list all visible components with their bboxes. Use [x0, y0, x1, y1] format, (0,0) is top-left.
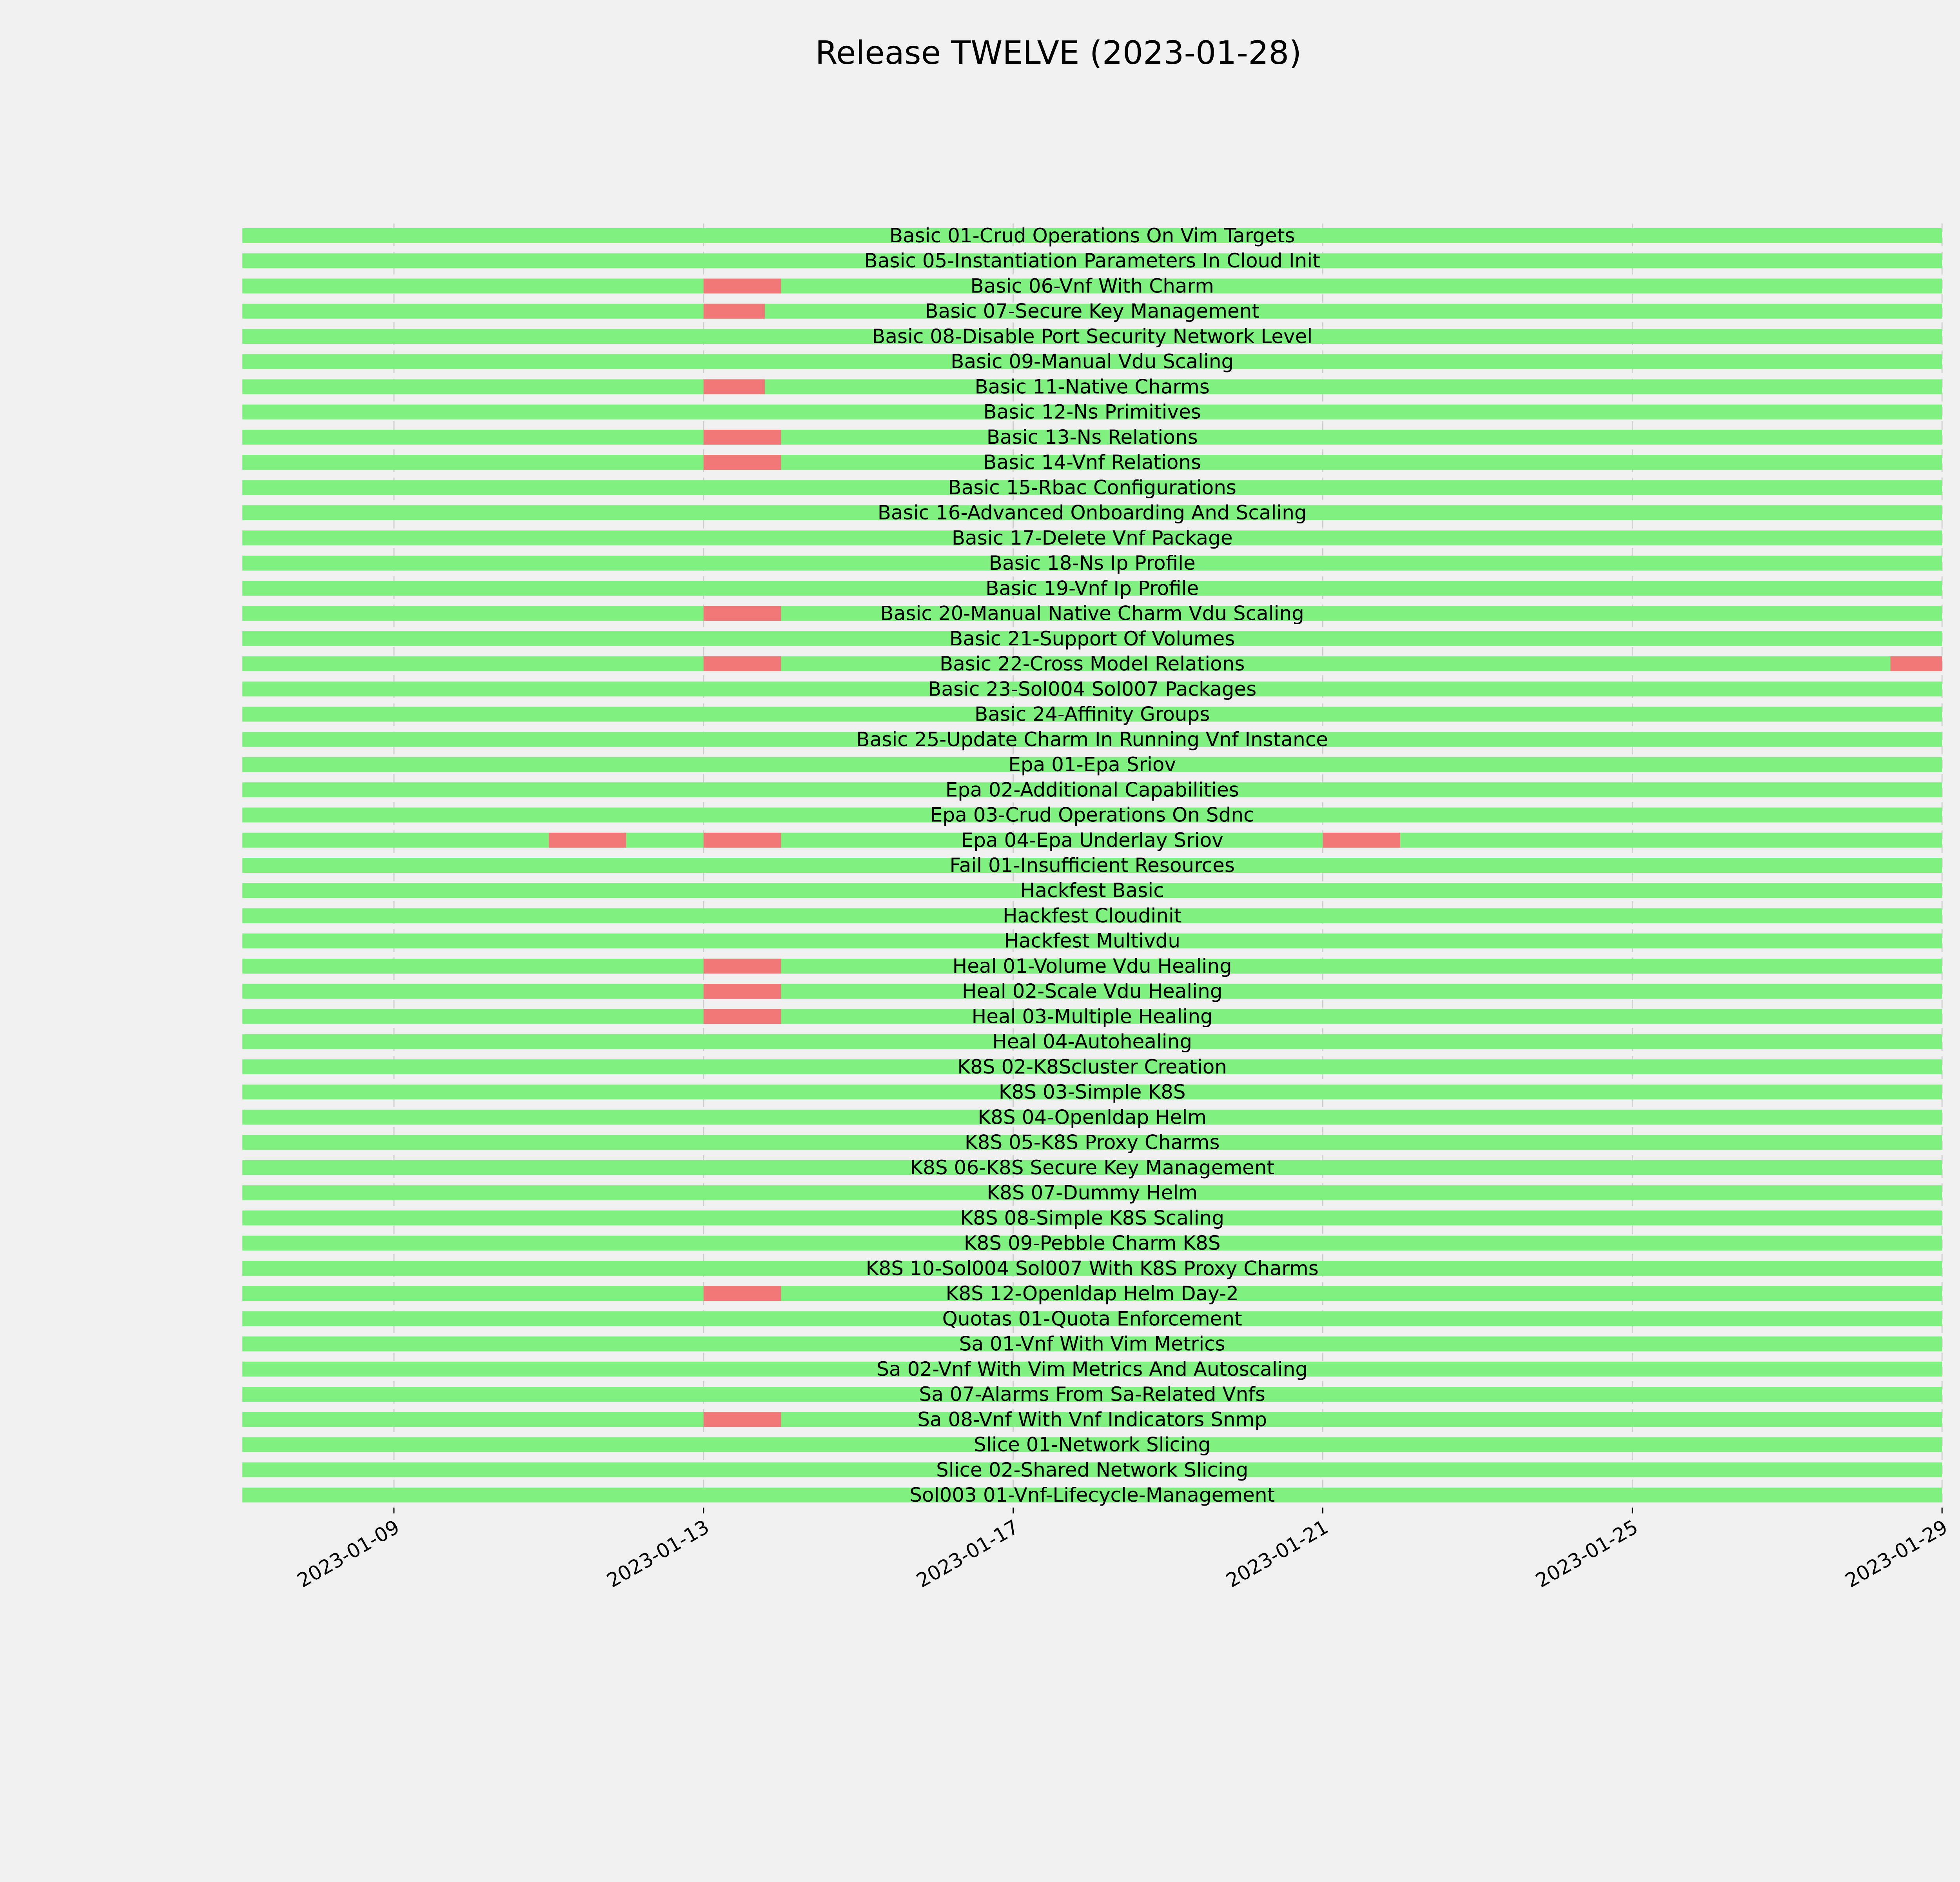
fail-bar — [704, 1286, 781, 1301]
row-label: K8S 10-Sol004 Sol007 With K8S Proxy Charms — [866, 1257, 1319, 1280]
fail-bar — [1891, 656, 1942, 671]
row-label: Slice 02-Shared Network Slicing — [936, 1458, 1249, 1481]
row-label: Quotas 01-Quota Enforcement — [942, 1307, 1242, 1330]
fail-bar — [704, 304, 765, 319]
row-label: Basic 06-Vnf With Charm — [970, 274, 1214, 298]
x-tick-label: 2023-01-21 — [1222, 1515, 1332, 1592]
row-label: Hackfest Cloudinit — [1002, 904, 1182, 927]
fail-bar — [704, 278, 781, 293]
row-label: Basic 21-Support Of Volumes — [949, 627, 1235, 650]
row-label: Basic 23-Sol004 Sol007 Packages — [928, 678, 1257, 701]
row-label: K8S 02-K8Scluster Creation — [957, 1055, 1227, 1078]
row-label: Basic 17-Delete Vnf Package — [951, 526, 1233, 549]
row-label: Fail 01-Insufficient Resources — [949, 854, 1235, 877]
fail-bar — [704, 1009, 781, 1024]
row-label: Hackfest Basic — [1020, 879, 1164, 902]
row-label: K8S 05-K8S Proxy Charms — [964, 1131, 1220, 1154]
x-tick-label: 2023-01-13 — [603, 1515, 713, 1592]
row-label: Basic 08-Disable Port Security Network Level — [872, 325, 1313, 348]
fail-bar — [704, 606, 781, 621]
row-label: K8S 03-Simple K8S — [998, 1081, 1186, 1104]
row-label: Slice 01-Network Slicing — [974, 1433, 1211, 1456]
row-label: Sa 01-Vnf With Vim Metrics — [959, 1332, 1225, 1355]
fail-bar — [704, 1412, 781, 1427]
fail-bar — [704, 984, 781, 999]
row-label: Epa 02-Additional Capabilities — [945, 778, 1239, 801]
fail-bar — [704, 833, 781, 848]
fail-bar — [704, 455, 781, 470]
fail-bar — [704, 959, 781, 974]
row-label: Basic 09-Manual Vdu Scaling — [951, 350, 1234, 373]
fail-bar — [549, 833, 626, 848]
row-label: Basic 19-Vnf Ip Profile — [985, 577, 1199, 600]
row-label: Basic 14-Vnf Relations — [983, 451, 1201, 474]
row-label: Basic 01-Crud Operations On Vim Targets — [889, 224, 1295, 247]
row-label: Sa 02-Vnf With Vim Metrics And Autoscaling — [877, 1357, 1308, 1381]
row-label: K8S 09-Pebble Charm K8S — [964, 1232, 1221, 1255]
row-label: Basic 16-Advanced Onboarding And Scaling — [877, 501, 1307, 524]
row-label: Basic 12-Ns Primitives — [983, 400, 1201, 423]
x-tick-label: 2023-01-25 — [1532, 1515, 1642, 1592]
fail-bar — [704, 656, 781, 671]
row-label: K8S 07-Dummy Helm — [987, 1181, 1198, 1204]
row-label: K8S 06-K8S Secure Key Management — [910, 1156, 1275, 1179]
row-label: Basic 11-Native Charms — [975, 375, 1210, 398]
row-label: Basic 07-Secure Key Management — [925, 300, 1260, 323]
fail-bar — [1323, 833, 1400, 848]
row-label: Epa 01-Epa Sriov — [1008, 753, 1176, 776]
row-label: Heal 04-Autohealing — [992, 1030, 1192, 1053]
row-label: Basic 15-Rbac Configurations — [948, 476, 1236, 499]
x-tick-label: 2023-01-29 — [1841, 1515, 1952, 1592]
row-label: Basic 20-Manual Native Charm Vdu Scaling — [880, 602, 1304, 625]
row-label: Sa 07-Alarms From Sa-Related Vnfs — [919, 1383, 1265, 1406]
chart-title: Release TWELVE (2023-01-28) — [815, 35, 1302, 72]
row-label: Sa 08-Vnf With Vnf Indicators Snmp — [917, 1408, 1267, 1431]
row-label: Basic 25-Update Charm In Running Vnf Instance — [856, 728, 1328, 751]
row-label: Hackfest Multivdu — [1004, 929, 1181, 952]
row-label: Basic 13-Ns Relations — [986, 425, 1198, 449]
fail-bar — [704, 379, 765, 394]
row-label: K8S 08-Simple K8S Scaling — [960, 1206, 1225, 1230]
row-label: Heal 01-Volume Vdu Healing — [952, 954, 1232, 977]
row-label: K8S 04-Openldap Helm — [978, 1106, 1207, 1129]
row-label: Sol003 01-Vnf-Lifecycle-Management — [909, 1484, 1275, 1506]
row-label: Basic 18-Ns Ip Profile — [989, 552, 1196, 575]
row-label: Heal 03-Multiple Healing — [971, 1005, 1213, 1028]
x-tick-label: 2023-01-17 — [912, 1515, 1023, 1592]
row-label: K8S 12-Openldap Helm Day-2 — [946, 1282, 1239, 1305]
fail-bar — [704, 430, 781, 445]
x-tick-label: 2023-01-09 — [293, 1515, 403, 1592]
row-label: Basic 05-Instantiation Parameters In Cloud Init — [864, 249, 1320, 272]
row-label: Basic 24-Affinity Groups — [975, 703, 1210, 726]
row-label: Heal 02-Scale Vdu Healing — [962, 980, 1223, 1003]
row-label: Epa 04-Epa Underlay Sriov — [961, 828, 1223, 852]
row-label: Epa 03-Crud Operations On Sdnc — [930, 803, 1254, 827]
row-label: Basic 22-Cross Model Relations — [939, 652, 1245, 676]
